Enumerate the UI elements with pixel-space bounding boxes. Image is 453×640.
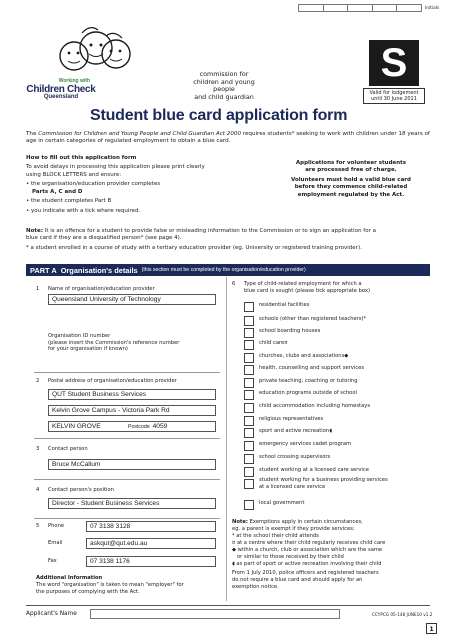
part-a-title: Organisation's details — [60, 265, 138, 275]
volunteer-line4: before they commence child-related — [294, 184, 408, 191]
employment-option-checkbox[interactable] — [244, 365, 254, 375]
address-line2-field[interactable]: Kelvin Grove Campus - Victoria Park Rd — [48, 405, 216, 416]
note-text1: It is an offence for a student to provide false or misleading information to the Commission or to sign an application for a — [42, 228, 376, 234]
applicant-name-field[interactable] — [90, 609, 340, 619]
employment-option-checkbox[interactable] — [244, 378, 254, 388]
commission-line3: and child guardian — [194, 93, 254, 102]
how-to-line2: using BLOCK LETTERS and ensure: — [26, 171, 122, 178]
exempt-line9: do not require a blue card and should apply for an — [232, 577, 363, 584]
bullet3-text: you indicate with a tick where required. — [31, 207, 141, 214]
exempt-note-bold: Note: — [232, 519, 248, 525]
org-id-line3: for your organisation if known) — [48, 346, 128, 352]
additional-info — [36, 575, 222, 596]
act-name: Commission for Children and Young People and Child Guardian Act 2000 — [38, 131, 242, 137]
exempt-line3: * at the school their child attends — [232, 533, 319, 540]
volunteer-info-box — [276, 160, 426, 199]
exempt-line2: eg. a parent is exempt if they provide services: — [232, 526, 355, 533]
intro-post: requires students* seeking to work with children under 18 years of age in certain categories of regulated employment to obtain a blue card. — [26, 131, 430, 145]
employment-option-checkbox[interactable] — [244, 353, 254, 363]
suburb-value: KELVIN GROVE — [52, 423, 101, 430]
page-number-box — [426, 623, 437, 634]
email-label: Email — [48, 540, 63, 546]
employment-option-label: health, counselling and support services — [259, 365, 365, 371]
exempt-line1-text: Exemptions apply in certain circumstances, — [247, 519, 363, 525]
employment-option-label-cont: at a licensed care service — [259, 484, 326, 490]
employment-option-checkbox[interactable] — [244, 467, 254, 477]
exempt-line6: or similar to those received by their child — [237, 554, 344, 561]
page-title: Student blue card application form — [90, 107, 348, 124]
part-a-label: PART A — [30, 265, 57, 275]
q4-divider — [34, 518, 220, 519]
how-to-bullet3: • you indicate with a tick where required. — [26, 207, 141, 214]
how-to-bullet1-b: Parts A, C and D — [32, 188, 83, 195]
exempt-line8: From 1 July 2010, police officers and registered teachers — [232, 570, 379, 577]
additional-heading: Additional Information — [36, 575, 103, 581]
employment-option-label: local government — [259, 500, 305, 506]
how-to-bullet1: • the organisation/education provider completes — [26, 181, 161, 188]
exempt-line4: ¤ at a centre where their child regularly receives child care — [232, 540, 386, 547]
q2-divider — [34, 438, 220, 439]
employment-option-checkbox[interactable] — [244, 328, 254, 338]
form-letter: S — [380, 41, 408, 85]
form-letter-badge — [369, 40, 419, 86]
employment-option-label: emergency services cadet program — [259, 441, 352, 447]
q6-number: 6 — [232, 281, 236, 287]
footer-rule — [26, 605, 430, 606]
phone-field[interactable]: 07 3138 3128 — [86, 521, 216, 532]
note-line1 — [26, 228, 430, 235]
org-id-label — [48, 333, 218, 353]
additional-line1: The word "organisation" is taken to mean "employer" for — [36, 582, 184, 589]
volunteer-line5: employment regulated by the Act. — [297, 191, 405, 198]
employment-option-checkbox[interactable] — [244, 441, 254, 451]
employment-option-checkbox[interactable] — [244, 302, 254, 312]
employment-option-label: student working for a business providing services — [259, 477, 388, 483]
employment-option-label: student working at a licensed care service — [259, 467, 369, 473]
logo-line3: Queensland — [43, 94, 79, 100]
part-a-header — [26, 264, 430, 276]
employment-option-checkbox[interactable] — [244, 403, 254, 413]
employment-option-checkbox[interactable] — [244, 428, 254, 438]
address-line1-field[interactable]: QUT Student Business Services — [48, 389, 216, 400]
page-number: 1 — [429, 624, 434, 633]
q5-number: 5 — [36, 523, 40, 529]
valid-line2: until 30 June 2011 — [371, 96, 417, 102]
employment-option-checkbox[interactable] — [244, 390, 254, 400]
logo-line2: Children Check — [26, 84, 96, 95]
employment-option-label: schools (other than registered teachers)* — [259, 316, 367, 322]
exempt-line7: ◖ as part of sport or active recreation involving their child — [232, 561, 382, 568]
how-to-section — [26, 155, 266, 215]
postcode-value: 4059 — [152, 423, 168, 430]
employment-option-checkbox[interactable] — [244, 500, 254, 510]
initials-label: Initials — [425, 6, 440, 11]
intro-paragraph — [26, 131, 430, 146]
employment-option-checkbox[interactable] — [244, 454, 254, 464]
exempt-line10: exemption notice. — [232, 584, 279, 591]
employment-option-label: residential facilities — [259, 302, 310, 308]
bullet2-text: the student completes Part B — [31, 198, 112, 205]
exempt-line5: ◆ within a church, club or association which are the same — [232, 547, 383, 554]
form-code: CCYPCG 05-148 JUNE10 v1.2 — [372, 612, 433, 617]
bullet1-text: the organisation/education provider completes — [31, 181, 161, 188]
q6-label — [244, 281, 428, 294]
q1-divider — [34, 372, 220, 373]
how-to-heading: How to fill out this application form — [26, 155, 137, 161]
volunteer-line1: Applications for volunteer students — [295, 160, 407, 166]
valid-until — [363, 88, 425, 104]
q3-label: Contact person — [48, 446, 88, 452]
employment-option-checkbox[interactable] — [244, 340, 254, 350]
valid-line1: Valid for lodgement — [369, 90, 419, 96]
contact-person-field[interactable]: Bruce McCallum — [48, 459, 216, 470]
contact-position-field[interactable]: Director - Student Business Services — [48, 498, 216, 509]
q4-label: Contact person's position — [48, 487, 114, 493]
employment-option-label: child care¤ — [259, 340, 288, 346]
q4-number: 4 — [36, 487, 40, 493]
organisation-name-field[interactable]: Queensland University of Technology — [48, 294, 216, 305]
working-with-children-logo — [34, 18, 154, 118]
how-to-bullet2: • the student completes Part B — [26, 198, 112, 205]
commission-name — [182, 71, 266, 102]
exemptions-note — [232, 519, 430, 591]
q3-divider — [34, 479, 220, 480]
employment-option-checkbox[interactable] — [244, 479, 254, 489]
column-divider — [226, 277, 227, 601]
fax-label: Fax — [48, 558, 57, 564]
note-bold: Note: — [26, 228, 43, 234]
additional-line2: the purposes of complying with the Act. — [36, 589, 140, 596]
part-a-note: (this section must be completed by the organisation/education provider) — [141, 267, 306, 273]
applicant-name-label: Applicant's Name — [26, 611, 77, 617]
logo-line1: Working with — [58, 78, 90, 84]
employment-option-label: sport and active recreation◖ — [259, 428, 332, 434]
employment-option-checkbox[interactable] — [244, 316, 254, 326]
q6-label-line1: Type of child-related employment for which a — [244, 281, 362, 287]
commission-line2: children and young people — [193, 77, 255, 94]
q1-label: Name of organisation/education provider — [48, 286, 155, 292]
fax-field[interactable]: 07 3138 1176 — [86, 556, 216, 567]
employment-option-label: churches, clubs and associations◆ — [259, 353, 349, 359]
employment-option-label: school crossing supervisors — [259, 454, 331, 460]
logo-text — [26, 78, 96, 100]
volunteer-line2: are processed free of charge. — [305, 167, 397, 174]
employment-option-label: religious representatives — [259, 416, 324, 422]
volunteer-line3: Volunteers must hold a valid blue card — [291, 177, 411, 184]
intro-pre: The — [26, 131, 39, 137]
student-footnote: * a student enrolled in a course of study with a tertiary education provider (eg. University or registered training provider). — [26, 244, 362, 251]
address-line3-field[interactable] — [48, 421, 216, 432]
q6-label-line2: blue card is sought (please tick appropriate box) — [244, 287, 371, 294]
commission-line1: commission for — [199, 70, 249, 78]
employment-option-label: child accommodation including homestays — [259, 403, 371, 409]
email-field[interactable]: askqut@qut.edu.au — [86, 538, 216, 549]
employment-option-label: education programs outside of school — [259, 390, 357, 396]
q2-label: Postal address of organisation/education provider — [48, 378, 177, 384]
employment-option-checkbox[interactable] — [244, 416, 254, 426]
employment-option-label: school boarding houses — [259, 328, 321, 334]
note-line2: blue card if they are a disqualified person* (see page 4). — [26, 235, 182, 242]
offence-note — [26, 228, 430, 252]
how-to-line1: To avoid delays in processing this application please print clearly — [26, 164, 205, 171]
employment-option-label: private teaching, coaching or tutoring — [259, 378, 358, 384]
q2-number: 2 — [36, 378, 40, 384]
initials-grid[interactable] — [298, 4, 422, 12]
q3-number: 3 — [36, 446, 40, 452]
exempt-line1 — [232, 519, 430, 526]
org-id-line1: Organisation ID number — [48, 333, 111, 339]
org-id-line2: (please insert the Commission's reference number — [48, 339, 180, 346]
postcode-label: Postcode — [128, 423, 150, 430]
q1-number: 1 — [36, 286, 40, 292]
phone-label: Phone — [48, 523, 65, 529]
